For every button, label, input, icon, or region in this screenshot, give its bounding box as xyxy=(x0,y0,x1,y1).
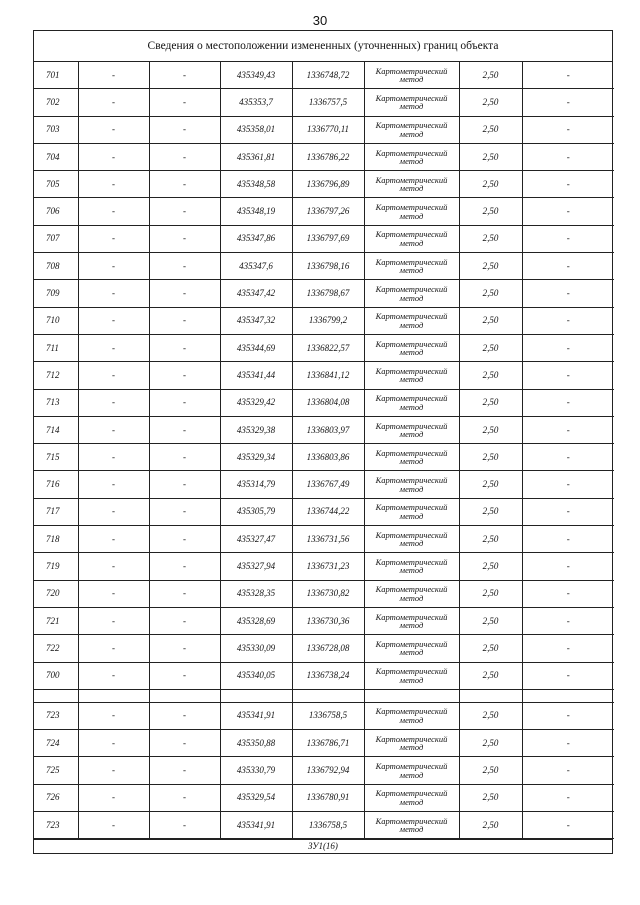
empty-cell: - xyxy=(522,280,614,307)
empty-cell: - xyxy=(522,171,614,198)
empty-cell: - xyxy=(149,171,220,198)
empty-cell: - xyxy=(522,702,614,729)
empty-cell: - xyxy=(78,225,149,252)
accuracy-cell: 2,50 xyxy=(459,198,522,225)
coordinates-sheet xyxy=(33,30,613,854)
method-cell: Картометрический метод xyxy=(364,444,459,471)
empty-cell: - xyxy=(522,730,614,757)
empty-cell: - xyxy=(78,607,149,634)
point-number-cell: 708 xyxy=(34,253,78,280)
method-cell: Картометрический метод xyxy=(364,198,459,225)
point-number-cell: 726 xyxy=(34,784,78,811)
x-coordinate-cell: 435314,79 xyxy=(220,471,292,498)
empty-cell: - xyxy=(522,116,614,143)
empty-cell: - xyxy=(522,334,614,361)
empty-cell: - xyxy=(149,812,220,839)
y-coordinate-cell: 1336796,89 xyxy=(292,171,364,198)
point-number-cell: 705 xyxy=(34,171,78,198)
empty-cell: - xyxy=(78,498,149,525)
table-row xyxy=(34,580,614,607)
separator-cell xyxy=(220,689,292,702)
accuracy-cell: 2,50 xyxy=(459,89,522,116)
method-cell: Картометрический метод xyxy=(364,171,459,198)
x-coordinate-cell: 435340,05 xyxy=(220,662,292,689)
y-coordinate-cell: 1336797,69 xyxy=(292,225,364,252)
accuracy-cell: 2,50 xyxy=(459,730,522,757)
accuracy-cell: 2,50 xyxy=(459,553,522,580)
empty-cell: - xyxy=(78,389,149,416)
x-coordinate-cell: 435328,35 xyxy=(220,580,292,607)
table-row xyxy=(34,662,614,689)
page-number: 30 xyxy=(312,13,328,28)
method-cell: Картометрический метод xyxy=(364,702,459,729)
point-number-cell: 724 xyxy=(34,730,78,757)
table-row xyxy=(34,143,614,170)
point-number-cell: 703 xyxy=(34,116,78,143)
y-coordinate-cell: 1336798,16 xyxy=(292,253,364,280)
method-cell: Картометрический метод xyxy=(364,253,459,280)
empty-cell: - xyxy=(522,444,614,471)
y-coordinate-cell: 1336803,86 xyxy=(292,444,364,471)
x-coordinate-cell: 435305,79 xyxy=(220,498,292,525)
x-coordinate-cell: 435341,91 xyxy=(220,702,292,729)
accuracy-cell: 2,50 xyxy=(459,498,522,525)
accuracy-cell: 2,50 xyxy=(459,416,522,443)
method-cell: Картометрический метод xyxy=(364,362,459,389)
accuracy-cell: 2,50 xyxy=(459,62,522,89)
empty-cell: - xyxy=(78,526,149,553)
sheet-title: Сведения о местоположении измененных (уточненных) границ объекта xyxy=(34,31,612,62)
point-number-cell: 715 xyxy=(34,444,78,471)
empty-cell: - xyxy=(78,116,149,143)
point-number-cell: 700 xyxy=(34,662,78,689)
y-coordinate-cell: 1336728,08 xyxy=(292,635,364,662)
method-cell: Картометрический метод xyxy=(364,280,459,307)
x-coordinate-cell: 435341,44 xyxy=(220,362,292,389)
x-coordinate-cell: 435341,91 xyxy=(220,812,292,839)
empty-cell: - xyxy=(78,334,149,361)
y-coordinate-cell: 1336731,23 xyxy=(292,553,364,580)
table-row xyxy=(34,362,614,389)
y-coordinate-cell: 1336748,72 xyxy=(292,62,364,89)
empty-cell: - xyxy=(78,702,149,729)
table-row xyxy=(34,730,614,757)
empty-cell: - xyxy=(78,362,149,389)
empty-cell: - xyxy=(78,471,149,498)
x-coordinate-cell: 435330,79 xyxy=(220,757,292,784)
empty-cell: - xyxy=(522,362,614,389)
table-row xyxy=(34,607,614,634)
y-coordinate-cell: 1336780,91 xyxy=(292,784,364,811)
point-number-cell: 723 xyxy=(34,812,78,839)
x-coordinate-cell: 435349,43 xyxy=(220,62,292,89)
table-row xyxy=(34,471,614,498)
table-row xyxy=(34,416,614,443)
y-coordinate-cell: 1336757,5 xyxy=(292,89,364,116)
y-coordinate-cell: 1336731,56 xyxy=(292,526,364,553)
accuracy-cell: 2,50 xyxy=(459,225,522,252)
accuracy-cell: 2,50 xyxy=(459,444,522,471)
point-number-cell: 712 xyxy=(34,362,78,389)
point-number-cell: 706 xyxy=(34,198,78,225)
method-cell: Картометрический метод xyxy=(364,526,459,553)
empty-cell: - xyxy=(78,730,149,757)
x-coordinate-cell: 435350,88 xyxy=(220,730,292,757)
empty-cell: - xyxy=(78,253,149,280)
empty-cell: - xyxy=(522,526,614,553)
y-coordinate-cell: 1336797,26 xyxy=(292,198,364,225)
point-number-cell: 722 xyxy=(34,635,78,662)
x-coordinate-cell: 435329,38 xyxy=(220,416,292,443)
accuracy-cell: 2,50 xyxy=(459,757,522,784)
table-row xyxy=(34,62,614,89)
y-coordinate-cell: 1336744,22 xyxy=(292,498,364,525)
table-row xyxy=(34,253,614,280)
empty-cell: - xyxy=(149,89,220,116)
empty-cell: - xyxy=(78,143,149,170)
y-coordinate-cell: 1336770,11 xyxy=(292,116,364,143)
y-coordinate-cell: 1336738,24 xyxy=(292,662,364,689)
point-number-cell: 701 xyxy=(34,62,78,89)
y-coordinate-cell: 1336841,12 xyxy=(292,362,364,389)
table-row xyxy=(34,89,614,116)
empty-cell: - xyxy=(149,444,220,471)
accuracy-cell: 2,50 xyxy=(459,580,522,607)
point-number-cell: 716 xyxy=(34,471,78,498)
y-coordinate-cell: 1336822,57 xyxy=(292,334,364,361)
point-number-cell: 718 xyxy=(34,526,78,553)
accuracy-cell: 2,50 xyxy=(459,389,522,416)
accuracy-cell: 2,50 xyxy=(459,702,522,729)
x-coordinate-cell: 435328,69 xyxy=(220,607,292,634)
empty-cell: - xyxy=(149,280,220,307)
empty-cell: - xyxy=(78,62,149,89)
table-row xyxy=(34,116,614,143)
accuracy-cell: 2,50 xyxy=(459,635,522,662)
table-row xyxy=(34,198,614,225)
x-coordinate-cell: 435353,7 xyxy=(220,89,292,116)
empty-cell: - xyxy=(522,635,614,662)
accuracy-cell: 2,50 xyxy=(459,471,522,498)
x-coordinate-cell: 435327,47 xyxy=(220,526,292,553)
accuracy-cell: 2,50 xyxy=(459,812,522,839)
empty-cell: - xyxy=(522,662,614,689)
accuracy-cell: 2,50 xyxy=(459,307,522,334)
method-cell: Картометрический метод xyxy=(364,225,459,252)
empty-cell: - xyxy=(149,225,220,252)
y-coordinate-cell: 1336730,36 xyxy=(292,607,364,634)
empty-cell: - xyxy=(522,471,614,498)
accuracy-cell: 2,50 xyxy=(459,280,522,307)
y-coordinate-cell: 1336758,5 xyxy=(292,702,364,729)
point-number-cell: 717 xyxy=(34,498,78,525)
point-number-cell: 709 xyxy=(34,280,78,307)
table-row xyxy=(34,526,614,553)
table-row xyxy=(34,757,614,784)
point-number-cell: 721 xyxy=(34,607,78,634)
separator-cell xyxy=(292,689,364,702)
empty-cell: - xyxy=(149,498,220,525)
empty-cell: - xyxy=(149,757,220,784)
empty-cell: - xyxy=(522,607,614,634)
table-row xyxy=(34,171,614,198)
x-coordinate-cell: 435347,42 xyxy=(220,280,292,307)
empty-cell: - xyxy=(522,253,614,280)
accuracy-cell: 2,50 xyxy=(459,143,522,170)
empty-cell: - xyxy=(149,389,220,416)
method-cell: Картометрический метод xyxy=(364,143,459,170)
method-cell: Картометрический метод xyxy=(364,471,459,498)
point-number-cell: 704 xyxy=(34,143,78,170)
accuracy-cell: 2,50 xyxy=(459,607,522,634)
empty-cell: - xyxy=(522,757,614,784)
empty-cell: - xyxy=(149,416,220,443)
empty-cell: - xyxy=(522,198,614,225)
empty-cell: - xyxy=(78,89,149,116)
empty-cell: - xyxy=(78,198,149,225)
method-cell: Картометрический метод xyxy=(364,757,459,784)
method-cell: Картометрический метод xyxy=(364,812,459,839)
point-number-cell: 725 xyxy=(34,757,78,784)
empty-cell: - xyxy=(149,607,220,634)
point-number-cell: 711 xyxy=(34,334,78,361)
method-cell: Картометрический метод xyxy=(364,635,459,662)
table-row xyxy=(34,334,614,361)
y-coordinate-cell: 1336798,67 xyxy=(292,280,364,307)
x-coordinate-cell: 435348,19 xyxy=(220,198,292,225)
table-row xyxy=(34,280,614,307)
y-coordinate-cell: 1336804,08 xyxy=(292,389,364,416)
empty-cell: - xyxy=(522,580,614,607)
separator-cell xyxy=(459,689,522,702)
y-coordinate-cell: 1336758,5 xyxy=(292,812,364,839)
empty-cell: - xyxy=(149,526,220,553)
table-row xyxy=(34,498,614,525)
empty-cell: - xyxy=(522,62,614,89)
x-coordinate-cell: 435347,32 xyxy=(220,307,292,334)
x-coordinate-cell: 435347,6 xyxy=(220,253,292,280)
accuracy-cell: 2,50 xyxy=(459,334,522,361)
x-coordinate-cell: 435348,58 xyxy=(220,171,292,198)
y-coordinate-cell: 1336730,82 xyxy=(292,580,364,607)
empty-cell: - xyxy=(522,225,614,252)
empty-cell: - xyxy=(149,334,220,361)
x-coordinate-cell: 435330,09 xyxy=(220,635,292,662)
method-cell: Картометрический метод xyxy=(364,334,459,361)
y-coordinate-cell: 1336799,2 xyxy=(292,307,364,334)
point-number-cell: 720 xyxy=(34,580,78,607)
table-row xyxy=(34,702,614,729)
point-number-cell: 713 xyxy=(34,389,78,416)
method-cell: Картометрический метод xyxy=(364,580,459,607)
point-number-cell: 710 xyxy=(34,307,78,334)
y-coordinate-cell: 1336767,49 xyxy=(292,471,364,498)
empty-cell: - xyxy=(78,784,149,811)
empty-cell: - xyxy=(522,812,614,839)
empty-cell: - xyxy=(522,143,614,170)
accuracy-cell: 2,50 xyxy=(459,362,522,389)
empty-cell: - xyxy=(78,280,149,307)
contour-separator-row xyxy=(34,689,614,702)
empty-cell: - xyxy=(149,580,220,607)
table-row xyxy=(34,635,614,662)
x-coordinate-cell: 435358,01 xyxy=(220,116,292,143)
empty-cell: - xyxy=(149,471,220,498)
point-number-cell: 714 xyxy=(34,416,78,443)
empty-cell: - xyxy=(149,307,220,334)
sheet-footer: ЗУ1(16) xyxy=(34,839,612,853)
empty-cell: - xyxy=(522,553,614,580)
point-number-cell: 723 xyxy=(34,702,78,729)
empty-cell: - xyxy=(522,307,614,334)
empty-cell: - xyxy=(149,662,220,689)
x-coordinate-cell: 435347,86 xyxy=(220,225,292,252)
method-cell: Картометрический метод xyxy=(364,784,459,811)
method-cell: Картометрический метод xyxy=(364,416,459,443)
empty-cell: - xyxy=(149,730,220,757)
method-cell: Картометрический метод xyxy=(364,553,459,580)
table-row xyxy=(34,225,614,252)
method-cell: Картометрический метод xyxy=(364,116,459,143)
method-cell: Картометрический метод xyxy=(364,62,459,89)
point-number-cell: 707 xyxy=(34,225,78,252)
empty-cell: - xyxy=(522,498,614,525)
empty-cell: - xyxy=(78,662,149,689)
y-coordinate-cell: 1336792,94 xyxy=(292,757,364,784)
y-coordinate-cell: 1336786,22 xyxy=(292,143,364,170)
separator-cell xyxy=(149,689,220,702)
x-coordinate-cell: 435329,42 xyxy=(220,389,292,416)
table-row xyxy=(34,784,614,811)
accuracy-cell: 2,50 xyxy=(459,662,522,689)
empty-cell: - xyxy=(149,253,220,280)
empty-cell: - xyxy=(78,171,149,198)
table-row xyxy=(34,444,614,471)
method-cell: Картометрический метод xyxy=(364,389,459,416)
x-coordinate-cell: 435344,69 xyxy=(220,334,292,361)
x-coordinate-cell: 435329,34 xyxy=(220,444,292,471)
empty-cell: - xyxy=(149,362,220,389)
empty-cell: - xyxy=(149,116,220,143)
table-row xyxy=(34,389,614,416)
empty-cell: - xyxy=(78,635,149,662)
empty-cell: - xyxy=(78,307,149,334)
method-cell: Картометрический метод xyxy=(364,730,459,757)
empty-cell: - xyxy=(78,580,149,607)
point-number-cell: 702 xyxy=(34,89,78,116)
y-coordinate-cell: 1336803,97 xyxy=(292,416,364,443)
accuracy-cell: 2,50 xyxy=(459,526,522,553)
empty-cell: - xyxy=(78,553,149,580)
method-cell: Картометрический метод xyxy=(364,89,459,116)
empty-cell: - xyxy=(78,757,149,784)
empty-cell: - xyxy=(522,389,614,416)
empty-cell: - xyxy=(78,416,149,443)
empty-cell: - xyxy=(149,553,220,580)
empty-cell: - xyxy=(522,89,614,116)
empty-cell: - xyxy=(149,635,220,662)
separator-cell xyxy=(78,689,149,702)
x-coordinate-cell: 435327,94 xyxy=(220,553,292,580)
method-cell: Картометрический метод xyxy=(364,662,459,689)
empty-cell: - xyxy=(522,784,614,811)
method-cell: Картометрический метод xyxy=(364,607,459,634)
empty-cell: - xyxy=(522,416,614,443)
separator-cell xyxy=(34,689,78,702)
accuracy-cell: 2,50 xyxy=(459,784,522,811)
separator-cell xyxy=(364,689,459,702)
accuracy-cell: 2,50 xyxy=(459,253,522,280)
method-cell: Картометрический метод xyxy=(364,498,459,525)
table-row xyxy=(34,553,614,580)
accuracy-cell: 2,50 xyxy=(459,171,522,198)
empty-cell: - xyxy=(149,198,220,225)
method-cell: Картометрический метод xyxy=(364,307,459,334)
table-row xyxy=(34,812,614,839)
point-number-cell: 719 xyxy=(34,553,78,580)
empty-cell: - xyxy=(78,812,149,839)
x-coordinate-cell: 435361,81 xyxy=(220,143,292,170)
coordinates-table xyxy=(34,62,614,839)
accuracy-cell: 2,50 xyxy=(459,116,522,143)
x-coordinate-cell: 435329,54 xyxy=(220,784,292,811)
empty-cell: - xyxy=(149,702,220,729)
empty-cell: - xyxy=(149,62,220,89)
table-row xyxy=(34,307,614,334)
empty-cell: - xyxy=(149,143,220,170)
separator-cell xyxy=(522,689,614,702)
y-coordinate-cell: 1336786,71 xyxy=(292,730,364,757)
empty-cell: - xyxy=(78,444,149,471)
empty-cell: - xyxy=(149,784,220,811)
